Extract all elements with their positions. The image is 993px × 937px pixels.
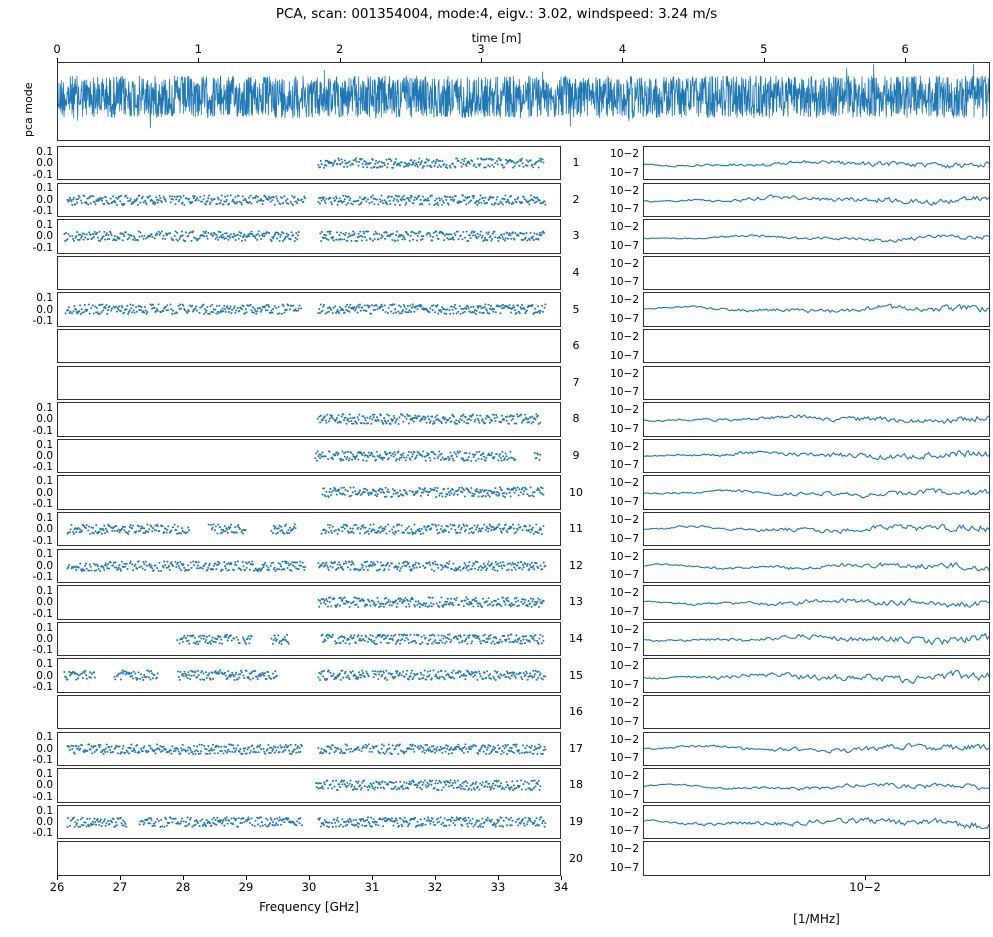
- pca-component-psd-panel-14: [643, 622, 990, 656]
- component-index-label-6: 6: [572, 339, 580, 353]
- amplitude-tick-label: -0.1: [32, 241, 53, 254]
- pca-component-freq-panel-3: [57, 219, 561, 253]
- amplitude-tick-label: 0.0: [36, 450, 53, 462]
- amplitude-tick-label: 0.0: [36, 669, 53, 682]
- psd-tick-label: 10−7: [610, 861, 639, 874]
- pca-component-freq-panel-13: [57, 585, 561, 619]
- psd-tick-label: 10−2: [610, 294, 639, 307]
- frequency-tick-mark: [435, 876, 436, 880]
- component-index-label-18: 18: [569, 778, 583, 792]
- pca-component-psd-panel-13: [643, 585, 990, 619]
- pca-component-psd-panel-6: [643, 329, 990, 363]
- amplitude-tick-label: 0.1: [36, 585, 53, 598]
- pca-component-psd-panel-12: [643, 549, 990, 583]
- time-tick-label: 1: [194, 42, 203, 56]
- component-index-label-16: 16: [569, 705, 583, 719]
- amplitude-tick-label: 0.1: [36, 511, 53, 524]
- pca-mode-y-label: pca mode: [22, 82, 35, 137]
- amplitude-tick-label: 0.1: [36, 219, 53, 232]
- amplitude-tick-label: -0.1: [32, 571, 53, 584]
- time-tick-label: 0: [53, 42, 61, 56]
- time-axis-label: time [m]: [471, 31, 522, 45]
- amplitude-tick-label: -0.1: [32, 314, 53, 327]
- psd-tick-label: 10−7: [610, 569, 639, 582]
- psd-tick-label: 10−7: [610, 312, 639, 325]
- pca-component-freq-panel-10: [57, 475, 561, 509]
- psd-tick-label: 10−2: [610, 477, 639, 490]
- component-index-label-14: 14: [569, 632, 583, 645]
- amplitude-tick-label: 0.0: [36, 559, 53, 572]
- chart-title: PCA, scan: 001354004, mode:4, eigv.: 3.02, windspeed: 3.24 m/s: [275, 6, 718, 22]
- psd-tick-label: 10−7: [610, 825, 639, 838]
- amplitude-tick-label: -0.1: [32, 205, 53, 218]
- amplitude-tick-label: 0.1: [36, 804, 53, 817]
- psd-tick-label: 10−7: [610, 422, 639, 435]
- psd-tick-label: 10−7: [610, 239, 639, 252]
- frequency-tick-label: 26: [49, 880, 65, 894]
- frequency-tick-label: 28: [175, 880, 191, 894]
- amplitude-tick-label: 0.1: [36, 475, 53, 488]
- time-tick-mark: [340, 58, 341, 62]
- pca-component-freq-panel-12: [57, 549, 561, 583]
- time-tick-label: 3: [477, 42, 485, 56]
- time-tick-label: 6: [901, 42, 909, 56]
- frequency-tick-label: 31: [364, 880, 380, 894]
- pca-component-psd-panel-5: [643, 292, 990, 326]
- pca-component-psd-panel-16: [643, 695, 990, 729]
- psd-tick-label: 10−7: [610, 495, 639, 508]
- time-tick-label: 2: [336, 42, 344, 56]
- frequency-tick-label: 27: [112, 880, 128, 894]
- psd-tick-label: 10−7: [610, 715, 639, 728]
- pca-component-psd-panel-10: [643, 475, 990, 509]
- pca-component-psd-panel-15: [643, 658, 990, 692]
- pca-component-psd-panel-7: [643, 366, 990, 400]
- psd-tick-label: 10−2: [610, 770, 639, 783]
- amplitude-tick-label: -0.1: [32, 461, 53, 474]
- psd-tick-label: 10−2: [610, 221, 639, 234]
- amplitude-tick-label: -0.1: [32, 754, 53, 767]
- pca-component-freq-panel-14: [57, 622, 561, 656]
- time-tick-mark: [622, 58, 623, 62]
- frequency-tick-mark: [498, 876, 499, 880]
- inverse-mhz-axis-label: [1/MHz]: [793, 912, 840, 926]
- component-index-label-3: 3: [572, 229, 580, 243]
- pca-component-psd-panel-18: [643, 768, 990, 802]
- time-tick-mark: [57, 58, 58, 62]
- time-tick-mark: [764, 58, 765, 62]
- psd-tick-label: 10−7: [610, 532, 639, 545]
- amplitude-tick-label: 0.1: [36, 402, 53, 415]
- frequency-tick-label: 30: [301, 880, 317, 894]
- psd-tick-label: 10−7: [610, 459, 639, 472]
- psd-tick-label: 10−7: [610, 166, 639, 179]
- psd-tick-label: 10−2: [610, 184, 639, 197]
- component-index-label-7: 7: [572, 375, 580, 389]
- frequency-tick-mark: [120, 876, 121, 880]
- component-index-label-19: 19: [569, 815, 583, 828]
- pca-component-freq-panel-6: [57, 329, 561, 363]
- psd-tick-label: 10−7: [610, 386, 639, 399]
- component-index-label-8: 8: [572, 412, 580, 426]
- frequency-tick-label: 29: [238, 880, 254, 894]
- time-tick-mark: [198, 58, 199, 62]
- amplitude-tick-label: 0.1: [36, 292, 53, 305]
- amplitude-tick-label: 0.1: [36, 145, 53, 158]
- psd-tick-label: 10−2: [610, 330, 639, 343]
- inverse-mhz-tick-mark: [865, 876, 866, 880]
- time-tick-label: 4: [618, 42, 627, 56]
- frequency-tick-mark: [183, 876, 184, 880]
- pca-component-freq-panel-11: [57, 512, 561, 546]
- amplitude-tick-label: -0.1: [32, 497, 53, 510]
- psd-tick-label: 10−7: [610, 642, 639, 655]
- frequency-tick-mark: [561, 876, 562, 880]
- pca-component-freq-panel-4: [57, 256, 561, 290]
- amplitude-tick-label: 0.1: [36, 438, 53, 451]
- component-index-label-2: 2: [572, 192, 580, 206]
- psd-tick-label: 10−2: [610, 440, 639, 453]
- pca-component-freq-panel-5: [57, 292, 561, 326]
- psd-tick-label: 10−2: [610, 733, 639, 746]
- amplitude-tick-label: 0.1: [36, 731, 53, 744]
- pca-component-freq-panel-16: [57, 695, 561, 729]
- amplitude-tick-label: 0.0: [36, 157, 53, 170]
- amplitude-tick-label: -0.1: [32, 790, 53, 803]
- psd-tick-label: 10−2: [610, 367, 639, 380]
- psd-tick-label: 10−7: [610, 678, 639, 691]
- amplitude-tick-label: 0.0: [36, 742, 53, 755]
- amplitude-tick-label: -0.1: [32, 680, 53, 693]
- amplitude-tick-label: 0.0: [36, 779, 53, 792]
- inverse-mhz-tick-label: 10−2: [849, 880, 881, 894]
- pca-mode-timeseries-panel: [57, 62, 990, 141]
- amplitude-tick-label: 0.1: [36, 621, 53, 634]
- pca-component-psd-panel-9: [643, 439, 990, 473]
- pca-component-psd-panel-1: [643, 146, 990, 180]
- frequency-tick-label: 33: [490, 880, 506, 894]
- pca-component-psd-panel-19: [643, 805, 990, 839]
- psd-tick-label: 10−2: [610, 660, 639, 673]
- time-tick-mark: [905, 58, 906, 62]
- psd-tick-label: 10−2: [610, 623, 639, 636]
- psd-tick-label: 10−7: [610, 276, 639, 289]
- pca-component-freq-panel-17: [57, 732, 561, 766]
- pca-component-psd-panel-11: [643, 512, 990, 546]
- component-index-label-20: 20: [569, 851, 583, 865]
- amplitude-tick-label: -0.1: [32, 424, 53, 437]
- frequency-tick-label: 34: [553, 880, 569, 894]
- time-tick-label: 5: [760, 42, 768, 56]
- amplitude-tick-label: 0.1: [36, 658, 53, 671]
- frequency-tick-mark: [309, 876, 310, 880]
- component-index-label-9: 9: [572, 449, 580, 462]
- amplitude-tick-label: -0.1: [32, 534, 53, 547]
- pca-component-freq-panel-18: [57, 768, 561, 802]
- pca-component-psd-panel-2: [643, 183, 990, 217]
- component-index-label-13: 13: [569, 595, 583, 609]
- component-index-label-10: 10: [569, 485, 583, 499]
- pca-component-freq-panel-9: [57, 439, 561, 473]
- psd-tick-label: 10−7: [610, 788, 639, 801]
- amplitude-tick-label: 0.0: [36, 633, 53, 645]
- component-index-label-12: 12: [569, 558, 583, 572]
- amplitude-tick-label: 0.0: [36, 413, 53, 426]
- pca-component-psd-panel-4: [643, 256, 990, 290]
- frequency-tick-mark: [57, 876, 58, 880]
- psd-tick-label: 10−2: [610, 550, 639, 563]
- component-index-label-1: 1: [572, 156, 580, 170]
- component-index-label-4: 4: [572, 266, 580, 279]
- component-index-label-11: 11: [569, 522, 583, 536]
- component-index-label-5: 5: [572, 302, 580, 316]
- psd-tick-label: 10−2: [610, 843, 639, 856]
- psd-tick-label: 10−7: [610, 203, 639, 216]
- psd-tick-label: 10−7: [610, 605, 639, 618]
- frequency-axis-label: Frequency [GHz]: [259, 900, 359, 914]
- psd-tick-label: 10−7: [610, 752, 639, 765]
- pca-component-freq-panel-20: [57, 841, 561, 875]
- component-index-label-17: 17: [569, 741, 583, 755]
- frequency-tick-label: 32: [427, 880, 443, 894]
- amplitude-tick-label: -0.1: [32, 827, 53, 840]
- psd-tick-label: 10−2: [610, 257, 639, 270]
- component-index-label-15: 15: [569, 668, 583, 682]
- pca-component-freq-panel-8: [57, 402, 561, 436]
- frequency-tick-mark: [246, 876, 247, 880]
- psd-tick-label: 10−2: [610, 513, 639, 526]
- amplitude-tick-label: 0.1: [36, 548, 53, 561]
- amplitude-tick-label: 0.0: [36, 816, 53, 828]
- pca-component-psd-panel-8: [643, 402, 990, 436]
- amplitude-tick-label: 0.0: [36, 230, 53, 243]
- amplitude-tick-label: 0.0: [36, 303, 53, 316]
- psd-tick-label: 10−7: [610, 349, 639, 362]
- pca-component-freq-panel-7: [57, 366, 561, 400]
- amplitude-tick-label: -0.1: [32, 644, 53, 657]
- frequency-tick-mark: [372, 876, 373, 880]
- psd-tick-label: 10−2: [610, 696, 639, 709]
- time-tick-mark: [481, 58, 482, 62]
- pca-component-psd-panel-17: [643, 732, 990, 766]
- pca-component-psd-panel-3: [643, 219, 990, 253]
- psd-tick-label: 10−2: [610, 587, 639, 600]
- amplitude-tick-label: 0.1: [36, 768, 53, 781]
- amplitude-tick-label: -0.1: [32, 168, 53, 181]
- amplitude-tick-label: 0.1: [36, 182, 53, 195]
- pca-component-freq-panel-15: [57, 658, 561, 692]
- psd-tick-label: 10−2: [610, 806, 639, 819]
- pca-component-freq-panel-19: [57, 805, 561, 839]
- psd-tick-label: 10−2: [610, 404, 639, 417]
- psd-tick-label: 10−2: [610, 147, 639, 160]
- amplitude-tick-label: 0.0: [36, 523, 53, 536]
- amplitude-tick-label: 0.0: [36, 486, 53, 499]
- amplitude-tick-label: 0.0: [36, 193, 53, 206]
- amplitude-tick-label: -0.1: [32, 607, 53, 620]
- amplitude-tick-label: 0.0: [36, 596, 53, 609]
- pca-component-freq-panel-2: [57, 183, 561, 217]
- pca-component-freq-panel-1: [57, 146, 561, 180]
- pca-component-psd-panel-20: [643, 841, 990, 875]
